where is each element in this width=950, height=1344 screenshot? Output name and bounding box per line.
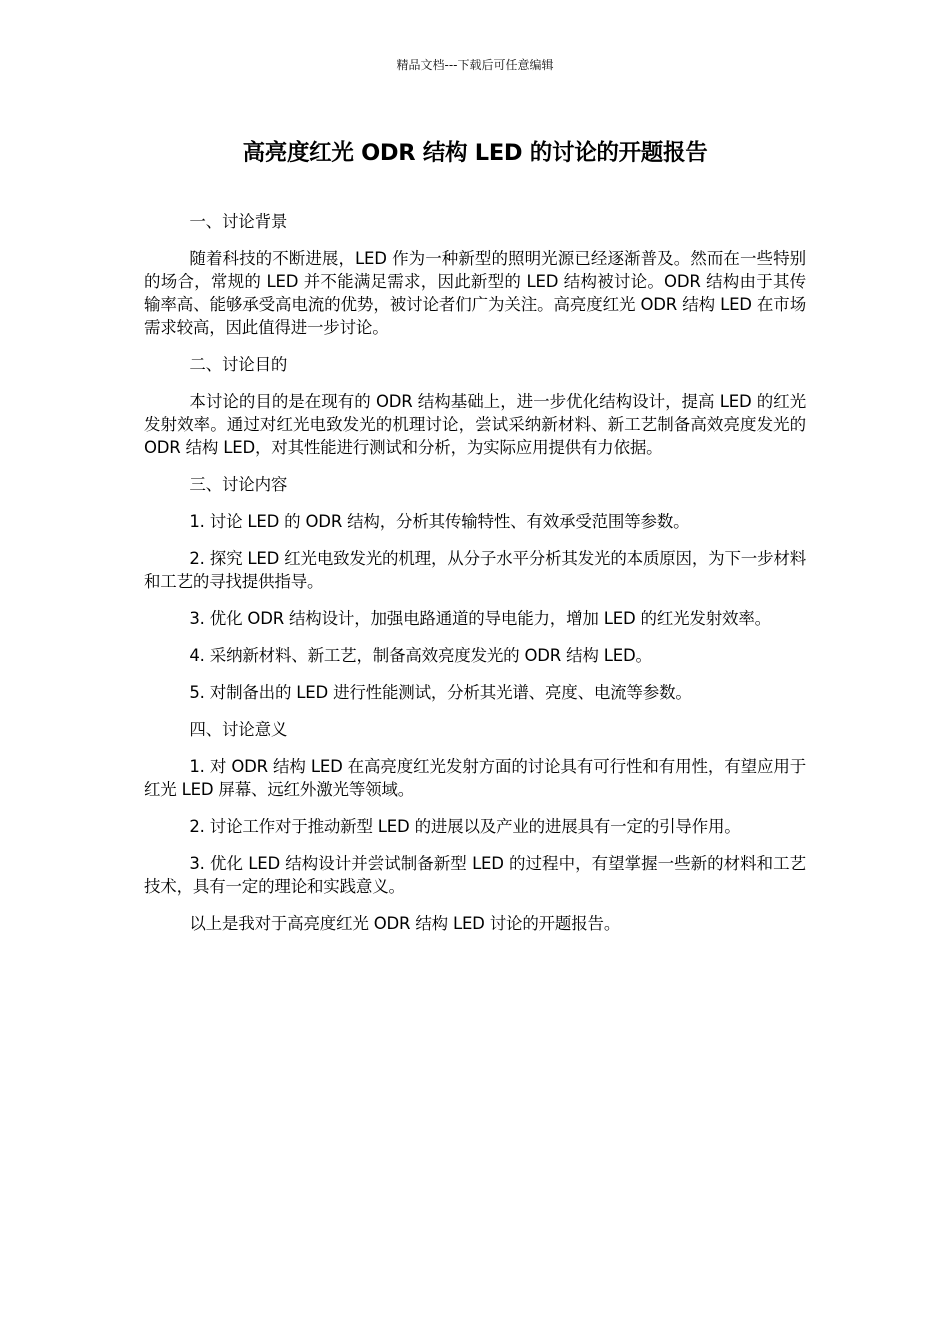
section-heading-purpose: 二、讨论目的 — [189, 355, 288, 374]
page-header: 精品文档---下载后可任意编辑 — [396, 58, 554, 72]
section-heading-content: 三、讨论内容 — [189, 475, 288, 494]
significance-item-3: 3. 优化 LED 结构设计并尝试制备新型 LED 的过程中，有望掌握一些新的材料和工艺技术，具有一定的理论和实践意义。 — [144, 854, 806, 896]
paragraph-purpose: 本讨论的目的是在现有的 ODR 结构基础上，进一步优化结构设计，提高 LED 的红光发射效率。通过对红光电致发光的机理讨论，尝试采纳新材料、新工艺制备高效亮度发光的 ODR 结构 LED，对其性能进行测试和分析，为实际应用提供有力依据。 — [144, 392, 806, 457]
significance-item-1: 1. 对 ODR 结构 LED 在高亮度红光发射方面的讨论具有可行性和有用性，有望应用于红光 LED 屏幕、远红外激光等领域。 — [144, 757, 806, 799]
content-item-5: 5. 对制备出的 LED 进行性能测试，分析其光谱、亮度、电流等参数。 — [189, 683, 692, 702]
section-heading-significance: 四、讨论意义 — [189, 720, 288, 739]
document-title: 高亮度红光 ODR 结构 LED 的讨论的开题报告 — [242, 140, 708, 166]
content-item-4: 4. 采纳新材料、新工艺，制备高效亮度发光的 ODR 结构 LED。 — [189, 646, 652, 665]
section-heading-background: 一、讨论背景 — [189, 212, 288, 231]
content-item-1: 1. 讨论 LED 的 ODR 结构，分析其传输特性、有效承受范围等参数。 — [189, 512, 690, 531]
document-body — [144, 210, 806, 949]
paragraph-background: 随着科技的不断进展，LED 作为一种新型的照明光源已经逐渐普及。然而在一些特别的场合，常规的 LED 并不能满足需求，因此新型的 LED 结构被讨论。ODR 结构由于其传输率高、能够承受高电流的优势，被讨论者们广为关注。高亮度红光 ODR 结构 LED 在市场需求较高，因此值得进一步讨论。 — [144, 249, 806, 337]
closing-paragraph: 以上是我对于高亮度红光 ODR 结构 LED 讨论的开题报告。 — [189, 914, 621, 933]
content-item-2: 2. 探究 LED 红光电致发光的机理，从分子水平分析其发光的本质原因，为下一步材料和工艺的寻找提供指导。 — [144, 549, 806, 591]
significance-item-2: 2. 讨论工作对于推动新型 LED 的进展以及产业的进展具有一定的引导作用。 — [189, 817, 741, 836]
content-item-3: 3. 优化 ODR 结构设计，加强电路通道的导电能力，增加 LED 的红光发射效率。 — [189, 609, 771, 628]
